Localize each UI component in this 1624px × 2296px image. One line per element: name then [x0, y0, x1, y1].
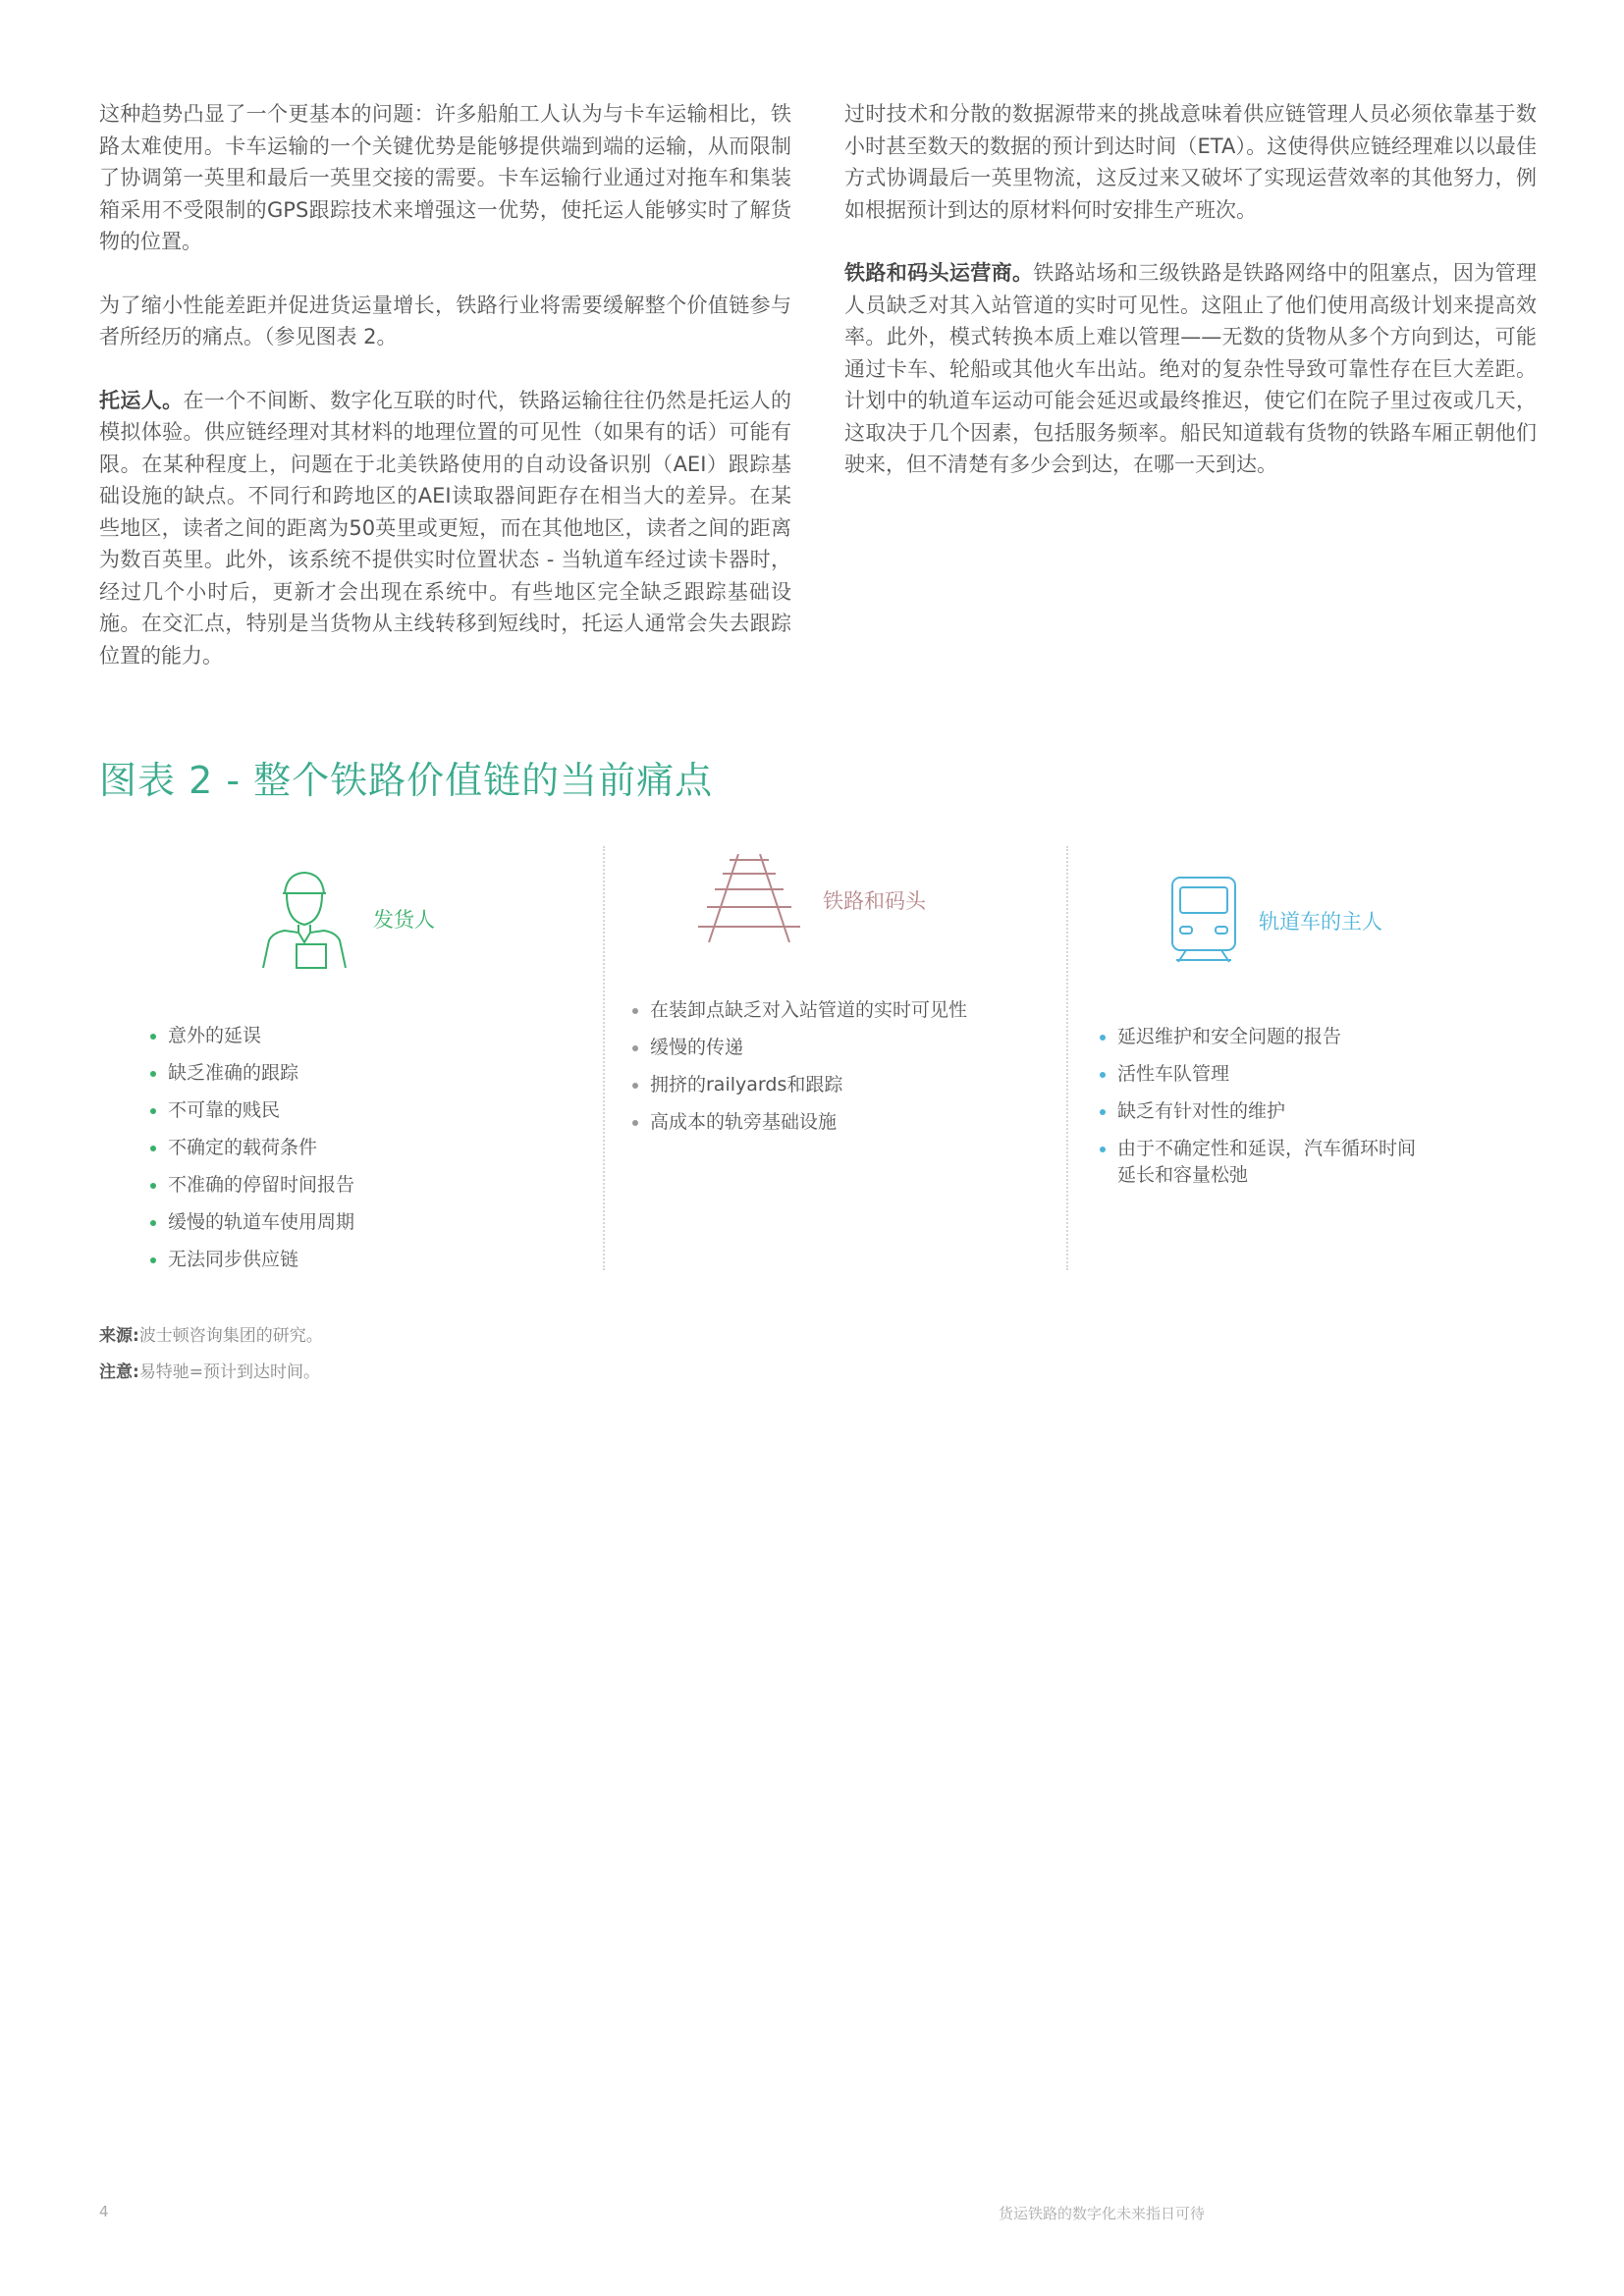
list-item: 由于不确定性和延误，汽车循环时间延长和容量松弛: [1100, 1136, 1424, 1189]
paragraph-eta-challenge: 过时技术和分散的数据源带来的挑战意味着供应链管理人员必须依靠基于数小时甚至数天的数据的预计到达时间（ETA）。这使得供应链经理难以以最佳方式协调最后一英里物流，这反过来又破坏了实现运营效率的其他努力，例如根据预计到达的原材料何时安排生产班次。: [844, 102, 1537, 222]
list-item: 无法同步供应链: [150, 1247, 354, 1273]
list-item: 高成本的轨旁基础设施: [632, 1109, 967, 1136]
panel-divider: [1066, 846, 1068, 1270]
left-text-column: [99, 98, 791, 703]
train-car-icon: [1168, 874, 1239, 968]
list-item: 意外的延误: [150, 1023, 354, 1049]
operators-body: 铁路站场和三级铁路是铁路网络中的阻塞点，因为管理人员缺乏对其入站管道的实时可见性。这阻止了他们使用高级计划来提高效率。此外，模式转换本质上难以管理——无数的货物从多个方向到达，可能通过卡车、轮船或其他火车出站。绝对的复杂性导致可靠性存在巨大差距。计划中的轨道车运动可能会延迟或最终推迟，使它们在院子里过夜或几天，这取决于几个因素，包括服务频率。船民知道载有货物的铁路车厢正朝他们驶来，但不清楚有多少会到达，在哪一天到达。: [844, 261, 1537, 476]
shipper-person-icon: [255, 864, 353, 974]
figure-title: 图表 2 - 整个铁路价值链的当前痛点: [99, 759, 714, 802]
list-item: 活性车队管理: [1100, 1061, 1424, 1088]
railroads-pain-list: [632, 997, 967, 1147]
panel-railroads-label: 铁路和码头: [823, 889, 926, 913]
footer-document-title: 货运铁路的数字化未来指日可待: [999, 2205, 1206, 2222]
list-item: 不可靠的贱民: [150, 1097, 354, 1124]
figure-notes: [99, 1318, 323, 1391]
railroad-tracks-icon: [695, 854, 803, 946]
page-number: 4: [99, 2203, 109, 2220]
panel-railcar-owners: [1100, 874, 1532, 1306]
panel-shippers: [147, 864, 579, 1296]
panel-divider: [603, 846, 605, 1270]
paragraph-operators: [844, 257, 1537, 481]
note: [99, 1355, 323, 1391]
operators-heading: 铁路和码头运营商。: [844, 261, 1034, 285]
list-item: 缺乏准确的跟踪: [150, 1060, 354, 1087]
list-item: 拥挤的railyards和跟踪: [632, 1072, 967, 1098]
source-note: [99, 1318, 323, 1355]
list-item: 缺乏有针对性的维护: [1100, 1098, 1424, 1125]
paragraph-trucking-advantage: 这种趋势凸显了一个更基本的问题：许多船舶工人认为与卡车运输相比，铁路太难使用。卡车运输的一个关键优势是能够提供端到端的运输，从而限制了协调第一英里和最后一英里交接的需要。卡车运输行业通过对拖车和集装箱采用不受限制的GPS跟踪技术来增强这一优势，使托运人能够实时了解货物的位置。: [99, 102, 791, 253]
panel-railcar-owners-label: 轨道车的主人: [1259, 910, 1382, 934]
list-item: 不准确的停留时间报告: [150, 1172, 354, 1199]
shippers-heading: 托运人。: [99, 388, 184, 412]
list-item: 缓慢的传递: [632, 1035, 967, 1061]
right-text-column: [844, 98, 1537, 512]
list-item: 不确定的载荷条件: [150, 1135, 354, 1161]
note-label: 注意:: [99, 1362, 139, 1382]
note-text: 易特驰=预计到达时间。: [138, 1362, 321, 1382]
railcar-owners-pain-list: [1100, 1024, 1424, 1200]
shippers-body: 在一个不间断、数字化互联的时代，铁路运输往往仍然是托运人的模拟体验。供应链经理对其材料的地理位置的可见性（如果有的话）可能有限。在某种程度上，问题在于北美铁路使用的自动设备识别（AEI）跟踪基础设施的缺点。不同行和跨地区的AEI读取器间距存在相当大的差异。在某些地区，读者之间的距离为50英里或更短，而在其他地区，读者之间的距离为数百英里。此外，该系统不提供实时位置状态 - 当轨道车经过读卡器时，经过几个小时后，更新才会出现在系统中。有些地区完全缺乏跟踪基础设施。在交汇点，特别是当货物从主线转移到短线时，托运人通常会失去跟踪位置的能力。: [99, 388, 791, 667]
list-item: 缓慢的轨道车使用周期: [150, 1209, 354, 1236]
panel-railroads: [628, 854, 1060, 1286]
shippers-pain-list: [150, 1023, 354, 1284]
paragraph-shippers: [99, 385, 791, 672]
panel-shippers-label: 发货人: [373, 908, 435, 932]
list-item: 在装卸点缺乏对入站管道的实时可见性: [632, 997, 967, 1024]
paragraph-pain-points-intro: 为了缩小性能差距并促进货运量增长，铁路行业将需要缓解整个价值链参与者所经历的痛点。（参见图表 2。: [99, 293, 791, 348]
source-text: 波士顿咨询集团的研究。: [138, 1326, 323, 1346]
source-label: 来源:: [99, 1326, 139, 1346]
list-item: 延迟维护和安全问题的报告: [1100, 1024, 1424, 1050]
